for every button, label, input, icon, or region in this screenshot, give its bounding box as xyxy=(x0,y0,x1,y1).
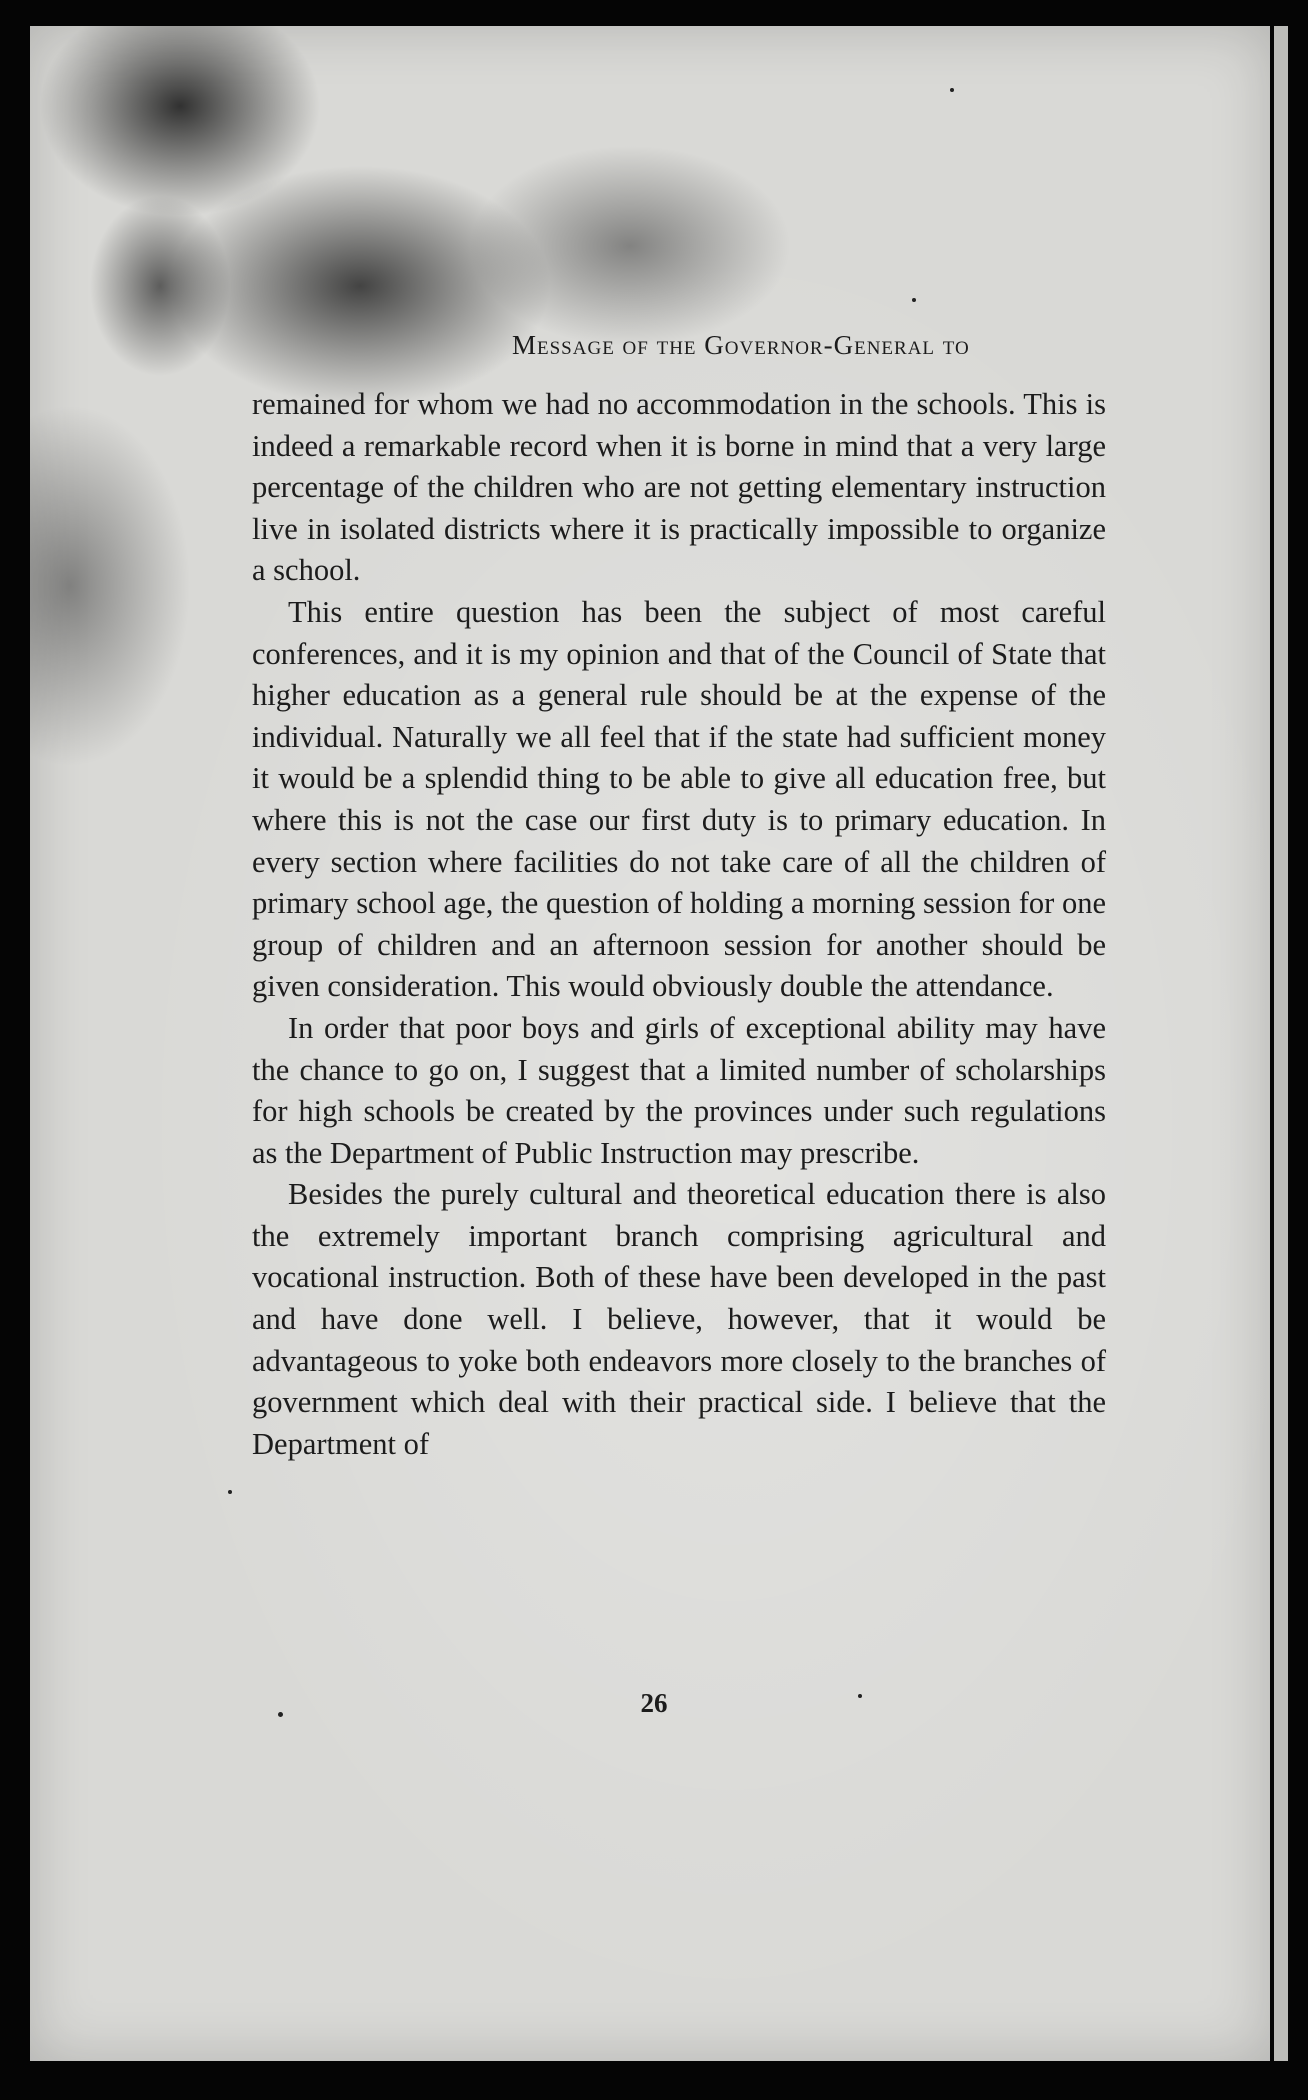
ink-speck xyxy=(912,298,916,302)
ink-speck xyxy=(278,1712,283,1717)
page-number: 26 xyxy=(640,1688,668,1718)
paragraph: Besides the purely cultural and theoretical education there is also the extremely important branch comprising agricultural and vocational instruction. Both of these have been developed in the past and have done well. I believe, however, that it would be advantageous to yoke both endeavors more closely to the branches of government which deal with their practical side. I believe that the Department of xyxy=(252,1177,1106,1461)
ink-speck xyxy=(228,1490,232,1494)
paragraph: In order that poor boys and girls of exceptional ability may have the chance to go on, I suggest that a limited number of scholarships for high schools be created by the provinces under such regulations as the Department of Public Instruction may prescribe. xyxy=(252,1010,1106,1170)
ink-speck xyxy=(858,1694,862,1698)
paragraph-continued: remained for whom we had no accommodation in the schools. This is indeed a remarkable record when it is borne in mind that a very large percentage of the children who are not getting elementary instruction live in isolated districts where it is practically impossible to organize a school. xyxy=(252,387,1106,588)
ink-speck xyxy=(950,88,954,92)
paragraph: This entire question has been the subject of most careful conferences, and it is my opinion and that of the Council of State that higher education as a general rule should be at the expense of the individual. Naturally we all feel that if the state had sufficient money it would be a splendid thing to be able to give all education free, but where this is not the case our first duty is to primary education. In every section where facilities do not take care of all the children of primary school age, the question of holding a morning session for one group of children and an afternoon session for another should be given consideration. This would obviously double the attendance. xyxy=(252,594,1106,1004)
page-body xyxy=(252,384,1106,1465)
running-head: Message of the Governor-General to xyxy=(512,330,970,360)
